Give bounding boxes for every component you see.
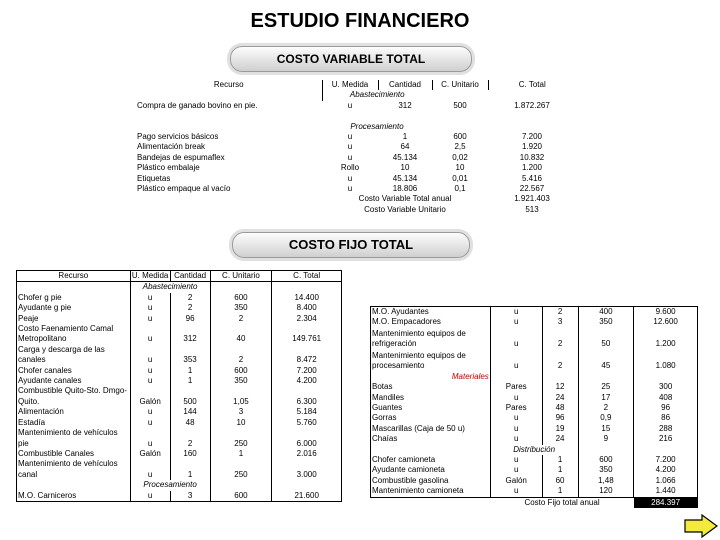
- cell-unidad: u: [130, 345, 170, 366]
- variable-unit-label: Costo Variable Unitario: [364, 204, 446, 214]
- header-unitario: C. Unitario: [210, 271, 272, 282]
- cell-total: 1.080: [634, 350, 698, 372]
- cell-unitario: 1: [210, 449, 272, 459]
- cell-unidad: u: [490, 317, 542, 327]
- cell-recurso: Chofer g pie: [17, 293, 131, 303]
- cell-total: 300: [634, 382, 698, 392]
- table-row: [17, 345, 342, 366]
- cell-recurso: Peaje: [17, 314, 131, 324]
- cell-cantidad: 24: [542, 434, 578, 444]
- cell-recurso: Chofer camioneta: [371, 455, 491, 465]
- cell-recurso: Guantes: [371, 403, 491, 413]
- cell-unitario: 15: [578, 424, 634, 434]
- table-row: [371, 465, 698, 475]
- cell-unitario: 9: [578, 434, 634, 444]
- cell-unitario: 600: [210, 366, 272, 376]
- header-recurso: Recurso: [213, 80, 244, 89]
- variable-total-label: Costo Variable Total anual: [358, 194, 452, 204]
- cell-recurso: Ayudante canales: [17, 376, 131, 386]
- total-row: [371, 497, 698, 508]
- cell-unidad: u: [130, 324, 170, 345]
- cell-cantidad: 18.806: [392, 184, 418, 194]
- next-arrow-icon[interactable]: [684, 514, 718, 538]
- table-row: [17, 376, 342, 386]
- cell-unidad: u: [347, 132, 353, 142]
- cell-unidad: u: [490, 350, 542, 372]
- table-row: [136, 142, 576, 152]
- cell-cantidad: 96: [542, 413, 578, 423]
- cell-recurso: Botas: [371, 382, 491, 392]
- cell-unitario: 50: [578, 328, 634, 350]
- cell-cantidad: 19: [542, 424, 578, 434]
- cell-unitario: 2: [210, 345, 272, 366]
- cell-recurso: Carga y descarga de las canales: [17, 345, 131, 366]
- cell-unitario: 500: [453, 100, 467, 110]
- cell-recurso: Gorras: [371, 413, 491, 423]
- cell-recurso: Ayudante g pie: [17, 303, 131, 313]
- cell-cantidad: 312: [398, 100, 412, 110]
- table-row: [136, 184, 576, 194]
- cell-total: 14.400: [272, 293, 342, 303]
- cell-unitario: 3: [210, 407, 272, 417]
- cell-cantidad: 3: [170, 491, 210, 502]
- table-row: [371, 455, 698, 465]
- cell-total: 1.200: [521, 163, 543, 173]
- section-materiales: Materiales: [371, 372, 491, 382]
- cell-unitario: 1,48: [578, 476, 634, 486]
- cell-unidad: u: [490, 465, 542, 475]
- cell-unidad: u: [130, 376, 170, 386]
- cell-cantidad: 48: [170, 418, 210, 428]
- cell-unidad: u: [130, 366, 170, 376]
- section-row: [371, 445, 698, 455]
- spacer-row: [136, 111, 576, 121]
- cell-unitario: 350: [210, 376, 272, 386]
- cell-unitario: 2: [210, 314, 272, 324]
- cell-unitario: 400: [578, 307, 634, 318]
- cell-unidad: u: [347, 100, 353, 110]
- cell-unitario: 45: [578, 350, 634, 372]
- table-row: [371, 350, 698, 372]
- cell-unidad: u: [130, 407, 170, 417]
- cell-unidad: u: [130, 418, 170, 428]
- table-row: [371, 307, 698, 318]
- cell-unitario: 2,5: [454, 142, 466, 152]
- cell-unidad: u: [490, 486, 542, 497]
- fixed-cost-right-table: [370, 306, 698, 508]
- cell-total: 7.200: [272, 366, 342, 376]
- cell-total: 1.440: [634, 486, 698, 497]
- table-row: [371, 413, 698, 423]
- cell-unitario: 250: [210, 459, 272, 480]
- cell-unitario: 0,9: [578, 413, 634, 423]
- header-cantidad: Cantidad: [170, 271, 210, 282]
- cell-total: 10.832: [519, 152, 545, 162]
- cell-recurso: Compra de ganado bovino en pie.: [137, 100, 258, 110]
- cell-recurso: Alimentación: [17, 407, 131, 417]
- cell-unidad: u: [490, 393, 542, 403]
- table-row: [371, 476, 698, 486]
- header-total: C. Total: [272, 271, 342, 282]
- cell-total: 3.000: [272, 459, 342, 480]
- header-unitario: C. Unitario: [432, 80, 488, 90]
- cell-recurso: Plástico embalaje: [137, 163, 200, 173]
- cell-unidad: u: [490, 307, 542, 318]
- cell-unidad: Galón: [130, 386, 170, 407]
- cell-unitario: 40: [210, 324, 272, 345]
- table-row: [371, 403, 698, 413]
- header-unidad: U. Medida: [131, 271, 169, 280]
- table-row: [136, 153, 576, 163]
- cell-cantidad: 2: [170, 428, 210, 449]
- cell-recurso: Plástico empaque al vacío: [137, 184, 231, 194]
- header-cantidad: Cantidad: [378, 80, 432, 90]
- cell-cantidad: 45.134: [392, 173, 418, 183]
- cell-cantidad: 1: [170, 459, 210, 480]
- cell-unidad: u: [490, 413, 542, 423]
- variable-cost-banner: COSTO VARIABLE TOTAL: [230, 46, 472, 72]
- section-row: [136, 122, 576, 132]
- cell-total: 1.066: [634, 476, 698, 486]
- table-row: [136, 163, 576, 173]
- section-abastecimiento: Abastecimiento: [349, 90, 405, 100]
- cell-unidad: u: [347, 152, 353, 162]
- cell-cantidad: 64: [400, 142, 410, 152]
- table-row: [371, 317, 698, 327]
- cell-unitario: 25: [578, 382, 634, 392]
- cell-unidad: u: [347, 173, 353, 183]
- cell-unitario: 350: [210, 303, 272, 313]
- cell-unidad: u: [130, 303, 170, 313]
- cell-recurso: Alimentación break: [137, 142, 206, 152]
- table-row: [17, 418, 342, 428]
- table-row: [17, 386, 342, 407]
- cell-recurso: Estadía: [17, 418, 131, 428]
- cell-total: 4.200: [634, 465, 698, 475]
- table-row: [136, 174, 576, 184]
- section-abastecimiento: Abastecimiento: [130, 282, 210, 293]
- cell-cantidad: 60: [542, 476, 578, 486]
- cell-unitario: 350: [578, 465, 634, 475]
- cell-total: 96: [634, 403, 698, 413]
- cell-unidad: u: [130, 428, 170, 449]
- table-row: [17, 293, 342, 303]
- section-procesamiento: Procesamiento: [130, 480, 210, 490]
- cell-cantidad: 312: [170, 324, 210, 345]
- cell-recurso: Mantenimiento equipos de procesamiento: [371, 350, 491, 372]
- cell-cantidad: 1: [542, 486, 578, 497]
- table-row: [17, 428, 342, 449]
- cell-total: 4.200: [272, 376, 342, 386]
- variable-total-value: 1.921.403: [514, 194, 550, 204]
- cell-unidad: u: [490, 434, 542, 444]
- cell-unidad: u: [347, 142, 353, 152]
- cell-unitario: 0,02: [452, 152, 468, 162]
- cell-unidad: u: [130, 293, 170, 303]
- cell-total: 288: [634, 424, 698, 434]
- cell-recurso: M.O. Carniceros: [17, 491, 131, 502]
- header-recurso: Recurso: [17, 271, 131, 282]
- cell-recurso: Mantenimiento de vehículos pie: [17, 428, 131, 449]
- cell-cantidad: 1: [170, 366, 210, 376]
- cell-unidad: u: [347, 184, 353, 194]
- cell-cantidad: 160: [170, 449, 210, 459]
- cell-unidad: u: [130, 314, 170, 324]
- cell-unidad: Galón: [130, 449, 170, 459]
- fixed-total-label: Costo Fijo total anual: [524, 497, 600, 507]
- fixed-cost-left-table: [16, 270, 342, 502]
- table-row: [371, 424, 698, 434]
- cell-total: 6.000: [272, 428, 342, 449]
- cell-cantidad: 2: [542, 307, 578, 318]
- cell-recurso: Mascarillas (Caja de 50 u): [371, 424, 491, 434]
- cell-cantidad: 10: [400, 163, 410, 173]
- cell-unidad: u: [130, 491, 170, 502]
- cell-recurso: Bandejas de espumaflex: [137, 152, 225, 162]
- cell-unitario: 2: [578, 403, 634, 413]
- cell-total: 9.600: [634, 307, 698, 318]
- cell-total: 7.200: [634, 455, 698, 465]
- table-row: [136, 132, 576, 142]
- cell-recurso: Combustible Canales: [17, 449, 131, 459]
- cell-recurso: Chofer canales: [17, 366, 131, 376]
- table-row: [136, 101, 576, 111]
- unit-row: [136, 205, 576, 215]
- cell-recurso: Ayudante camioneta: [371, 465, 491, 475]
- cell-total: 21.600: [272, 491, 342, 502]
- cell-unidad: u: [490, 424, 542, 434]
- fixed-cost-banner: COSTO FIJO TOTAL: [232, 232, 470, 258]
- cell-cantidad: 24: [542, 393, 578, 403]
- cell-unitario: 10: [455, 163, 465, 173]
- cell-total: 12.600: [634, 317, 698, 327]
- cell-unitario: 600: [210, 293, 272, 303]
- cell-total: 6.300: [272, 386, 342, 407]
- cell-unidad: u: [490, 328, 542, 350]
- cell-total: 86: [634, 413, 698, 423]
- variable-unit-value: 513: [525, 204, 539, 214]
- cell-total: 5.184: [272, 407, 342, 417]
- cell-total: 8.400: [272, 303, 342, 313]
- cell-unidad: Rollo: [340, 163, 360, 173]
- cell-cantidad: 12: [542, 382, 578, 392]
- cell-total: 5.416: [521, 173, 543, 183]
- table-row: [17, 449, 342, 459]
- section-procesamiento: Procesamiento: [350, 121, 404, 131]
- cell-cantidad: 45.134: [392, 152, 418, 162]
- cell-cantidad: 1: [542, 465, 578, 475]
- cell-unitario: 600: [578, 455, 634, 465]
- total-row: [136, 194, 576, 204]
- cell-total: 7.200: [521, 132, 543, 142]
- cell-total: 216: [634, 434, 698, 444]
- cell-unidad: u: [490, 455, 542, 465]
- cell-recurso: Costo Faenamiento Camal Metropolitano: [17, 324, 131, 345]
- cell-cantidad: 1: [542, 455, 578, 465]
- cell-cantidad: 48: [542, 403, 578, 413]
- cell-unitario: 0,1: [454, 184, 466, 194]
- cell-total: 2.304: [272, 314, 342, 324]
- table-row: [17, 303, 342, 313]
- page-title: ESTUDIO FINANCIERO: [250, 10, 470, 32]
- cell-unidad: Pares: [490, 403, 542, 413]
- cell-cantidad: 2: [542, 350, 578, 372]
- cell-total: 2.016: [272, 449, 342, 459]
- table-row: [17, 314, 342, 324]
- cell-cantidad: 353: [170, 345, 210, 366]
- cell-unitario: 1,05: [210, 386, 272, 407]
- cell-cantidad: 1: [402, 132, 408, 142]
- cell-unitario: 600: [210, 491, 272, 502]
- table-header-row: [17, 271, 342, 282]
- cell-unitario: 120: [578, 486, 634, 497]
- section-row: [371, 372, 698, 382]
- table-row: [17, 491, 342, 502]
- table-row: [17, 324, 342, 345]
- cell-cantidad: 500: [170, 386, 210, 407]
- cell-total: 22.567: [519, 184, 545, 194]
- cell-recurso: Etiquetas: [137, 173, 171, 183]
- fixed-total-value: 284.397: [634, 497, 698, 508]
- cell-unitario: 250: [210, 428, 272, 449]
- table-row: [371, 328, 698, 350]
- cell-recurso: M.O. Ayudantes: [371, 307, 491, 318]
- cell-total: 1.920: [521, 142, 543, 152]
- cell-recurso: Mandiles: [371, 393, 491, 403]
- cell-unidad: u: [130, 459, 170, 480]
- cell-total: 5.760: [272, 418, 342, 428]
- cell-total: 408: [634, 393, 698, 403]
- table-row: [371, 486, 698, 497]
- cell-unitario: 0,01: [452, 173, 468, 183]
- table-header-row: [136, 80, 576, 90]
- cell-cantidad: 144: [170, 407, 210, 417]
- cell-recurso: Mantenimiento de vehículos canal: [17, 459, 131, 480]
- cell-unidad: Galón: [490, 476, 542, 486]
- cell-total: 149.761: [272, 324, 342, 345]
- cell-cantidad: 2: [170, 303, 210, 313]
- cell-recurso: Mantenimiento equipos de refrigeración: [371, 328, 491, 350]
- variable-cost-table: [136, 80, 576, 215]
- cell-unitario: 350: [578, 317, 634, 327]
- cell-cantidad: 3: [542, 317, 578, 327]
- cell-unitario: 10: [210, 418, 272, 428]
- cell-recurso: Combustible gasolina: [371, 476, 491, 486]
- table-row: [371, 382, 698, 392]
- cell-total: 1.200: [634, 328, 698, 350]
- cell-cantidad: 2: [170, 293, 210, 303]
- cell-recurso: Pago servicios básicos: [137, 132, 219, 142]
- cell-recurso: Mantenimiento camioneta: [371, 486, 491, 497]
- cell-total: 8.472: [272, 345, 342, 366]
- cell-cantidad: 96: [170, 314, 210, 324]
- cell-recurso: Combustible Quito-Sto. Dmgo-Quito.: [17, 386, 131, 407]
- cell-cantidad: 1: [170, 376, 210, 386]
- cell-unitario: 17: [578, 393, 634, 403]
- section-row: [136, 90, 576, 100]
- header-unidad: U. Medida: [322, 80, 378, 90]
- cell-recurso: M.O. Empacadores: [371, 317, 491, 327]
- table-row: [17, 366, 342, 376]
- section-row: [17, 480, 342, 490]
- table-row: [371, 393, 698, 403]
- section-distribucion: Distribución: [490, 445, 578, 455]
- table-row: [17, 459, 342, 480]
- cell-total: 1.872.267: [514, 100, 550, 110]
- section-row: [17, 282, 342, 293]
- table-row: [371, 434, 698, 444]
- cell-unitario: 600: [453, 132, 467, 142]
- cell-recurso: Chaías: [371, 434, 491, 444]
- table-row: [17, 407, 342, 417]
- header-total: C. Total: [488, 80, 576, 90]
- cell-cantidad: 2: [542, 328, 578, 350]
- cell-unidad: Pares: [490, 382, 542, 392]
